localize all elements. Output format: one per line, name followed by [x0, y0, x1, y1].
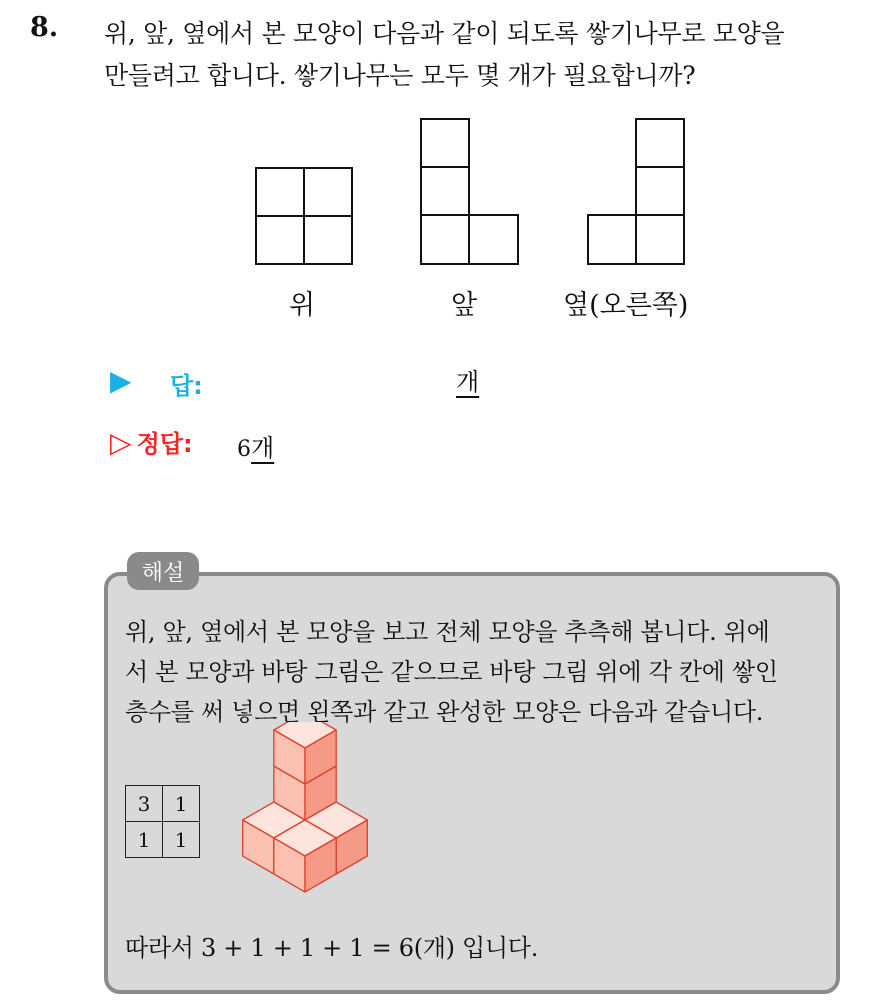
top-view-figure	[256, 168, 352, 264]
front-view-figure	[421, 119, 518, 264]
layer-count-grid	[125, 785, 200, 858]
question-text-line-2: 만들려고 합니다. 쌓기나무는 모두 몇 개가 필요합니까?	[104, 61, 696, 90]
explanation-line-3: 층수를 써 넣으면 왼쪽과 같고 완성한 모양은 다음과 같습니다.	[125, 698, 764, 726]
explanation-tab: 해설	[127, 552, 199, 590]
answer-row	[110, 364, 132, 397]
side-view-figure	[588, 119, 684, 264]
answer-label: 답:	[170, 372, 203, 400]
front-view-label: 앞	[451, 290, 478, 321]
question-number: 8.	[30, 12, 59, 43]
explanation-line-1: 위, 앞, 옆에서 본 모양을 보고 전체 모양을 추측해 봅니다. 위에	[125, 618, 770, 646]
grid-cell: 1	[126, 822, 163, 858]
grid-cell: 1	[163, 786, 200, 822]
cube-structure-illustration	[225, 722, 385, 902]
correct-answer-row	[110, 424, 193, 459]
correct-answer-label: 정답:	[136, 430, 193, 458]
grid-cell: 1	[163, 822, 200, 858]
top-view-label: 위	[289, 290, 316, 321]
side-view-label: 옆(오른쪽)	[563, 290, 689, 321]
view-diagrams	[0, 0, 884, 330]
grid-cell: 3	[126, 786, 163, 822]
question-text-line-1: 위, 앞, 옆에서 본 모양이 다음과 같이 되도록 쌓기나무로 모양을	[104, 19, 785, 48]
correct-answer-value: 6	[237, 437, 251, 462]
explanation-line-2: 서 본 모양과 바탕 그림은 같으므로 바탕 그림 위에 각 칸에 쌓인	[125, 658, 778, 686]
explanation-conclusion: 따라서 3 + 1 + 1 + 1 = 6(개) 입니다.	[125, 934, 539, 962]
answer-play-icon: ▶	[110, 364, 132, 397]
correct-answer-unit: 개	[251, 434, 275, 462]
answer-unit: 개	[456, 368, 480, 396]
correct-answer-triangle-icon: ▷	[110, 426, 132, 459]
